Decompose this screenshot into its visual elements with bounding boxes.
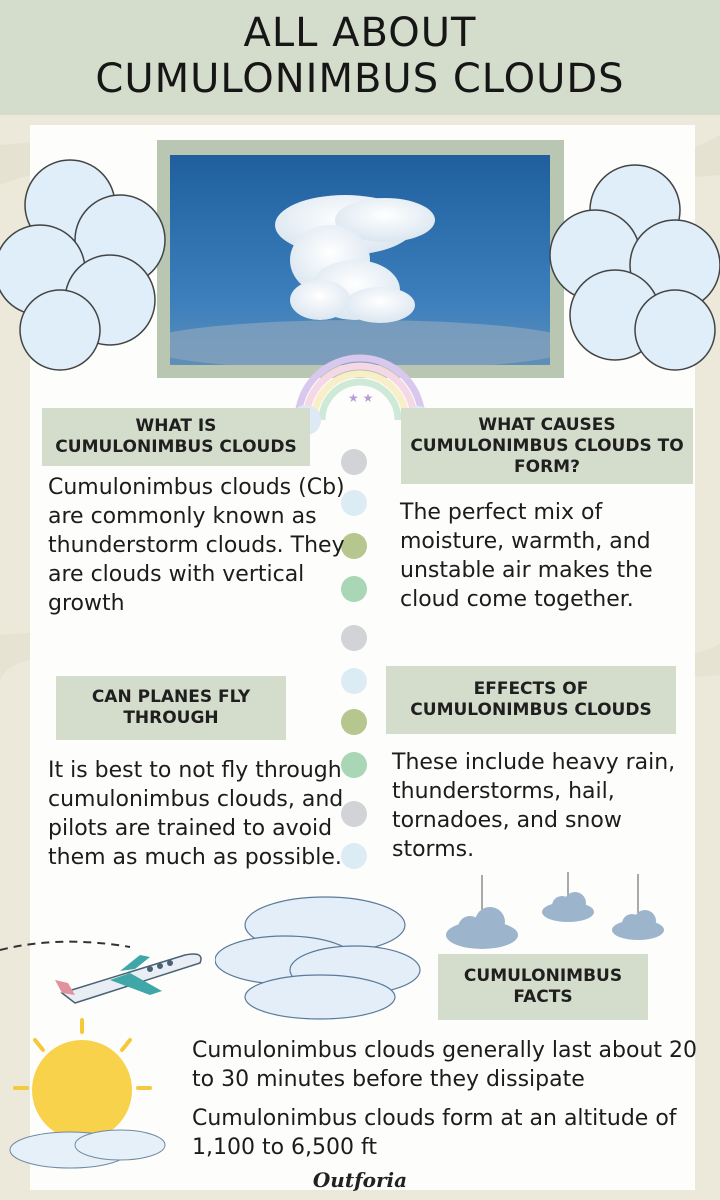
fact-2-text: Cumulonimbus clouds form at an altitude of 1,100 to 6,500 ft <box>192 1106 677 1160</box>
facts-heading-line-2: FACTS <box>513 987 573 1007</box>
effects-heading-line-2: CUMULONIMBUS CLOUDS <box>410 700 652 720</box>
timeline-dot <box>341 668 367 694</box>
hanging-clouds-icon <box>440 870 670 955</box>
brand-logo: Outforia <box>312 1168 408 1192</box>
cumulonimbus-cloud-photo <box>170 155 550 365</box>
timeline-dot <box>341 625 367 651</box>
fact-1-text: Cumulonimbus clouds generally last about 20 to 30 minutes before they dissipate <box>192 1038 698 1092</box>
effects-text: These include heavy rain, thunderstorms, hail, tornadoes, and snow storms. <box>392 750 676 862</box>
causes-heading <box>401 408 693 484</box>
causes-heading-line-1: WHAT CAUSES <box>478 414 616 435</box>
facts-heading-line-1: CUMULONIMBUS <box>463 966 623 986</box>
facts-heading <box>438 954 648 1020</box>
title-line-2: CUMULONIMBUS CLOUDS <box>95 56 625 102</box>
sun-icon <box>0 1010 180 1175</box>
planes-text: It is best to not fly through cumulonimbus clouds, and pilots are trained to avoid them as much as possible. <box>48 758 344 870</box>
timeline-dot <box>341 709 367 735</box>
title-line-1: ALL ABOUT <box>243 10 477 56</box>
planes-heading-line-2: THROUGH <box>123 708 219 728</box>
planes-heading-line-1: CAN PLANES FLY <box>91 687 251 707</box>
svg-text:★ ★: ★ ★ <box>348 391 374 405</box>
what-is-heading-line-2: CUMULONIMBUS CLOUDS <box>55 437 297 457</box>
decorative-cloud-right <box>545 155 720 380</box>
planes-heading <box>56 676 286 740</box>
what-is-text: Cumulonimbus clouds (Cb) are commonly known as thunderstorm clouds. They are clouds with vertical growth <box>48 475 345 616</box>
effects-heading-line-1: EFFECTS OF <box>473 679 589 699</box>
airplane-icon <box>0 935 215 1015</box>
stacked-clouds-icon <box>215 885 430 1025</box>
timeline-dot <box>341 449 367 475</box>
causes-heading-line-2: CUMULONIMBUS CLOUDS TO <box>410 435 684 456</box>
what-is-heading-line-1: WHAT IS <box>135 416 217 436</box>
what-is-heading <box>42 408 310 466</box>
decorative-cloud-left <box>0 150 175 375</box>
causes-text: The perfect mix of moisture, warmth, and unstable air makes the cloud come together. <box>400 500 653 612</box>
causes-heading-line-3: FORM? <box>514 456 580 477</box>
effects-heading <box>386 666 676 734</box>
page-title <box>0 10 720 102</box>
